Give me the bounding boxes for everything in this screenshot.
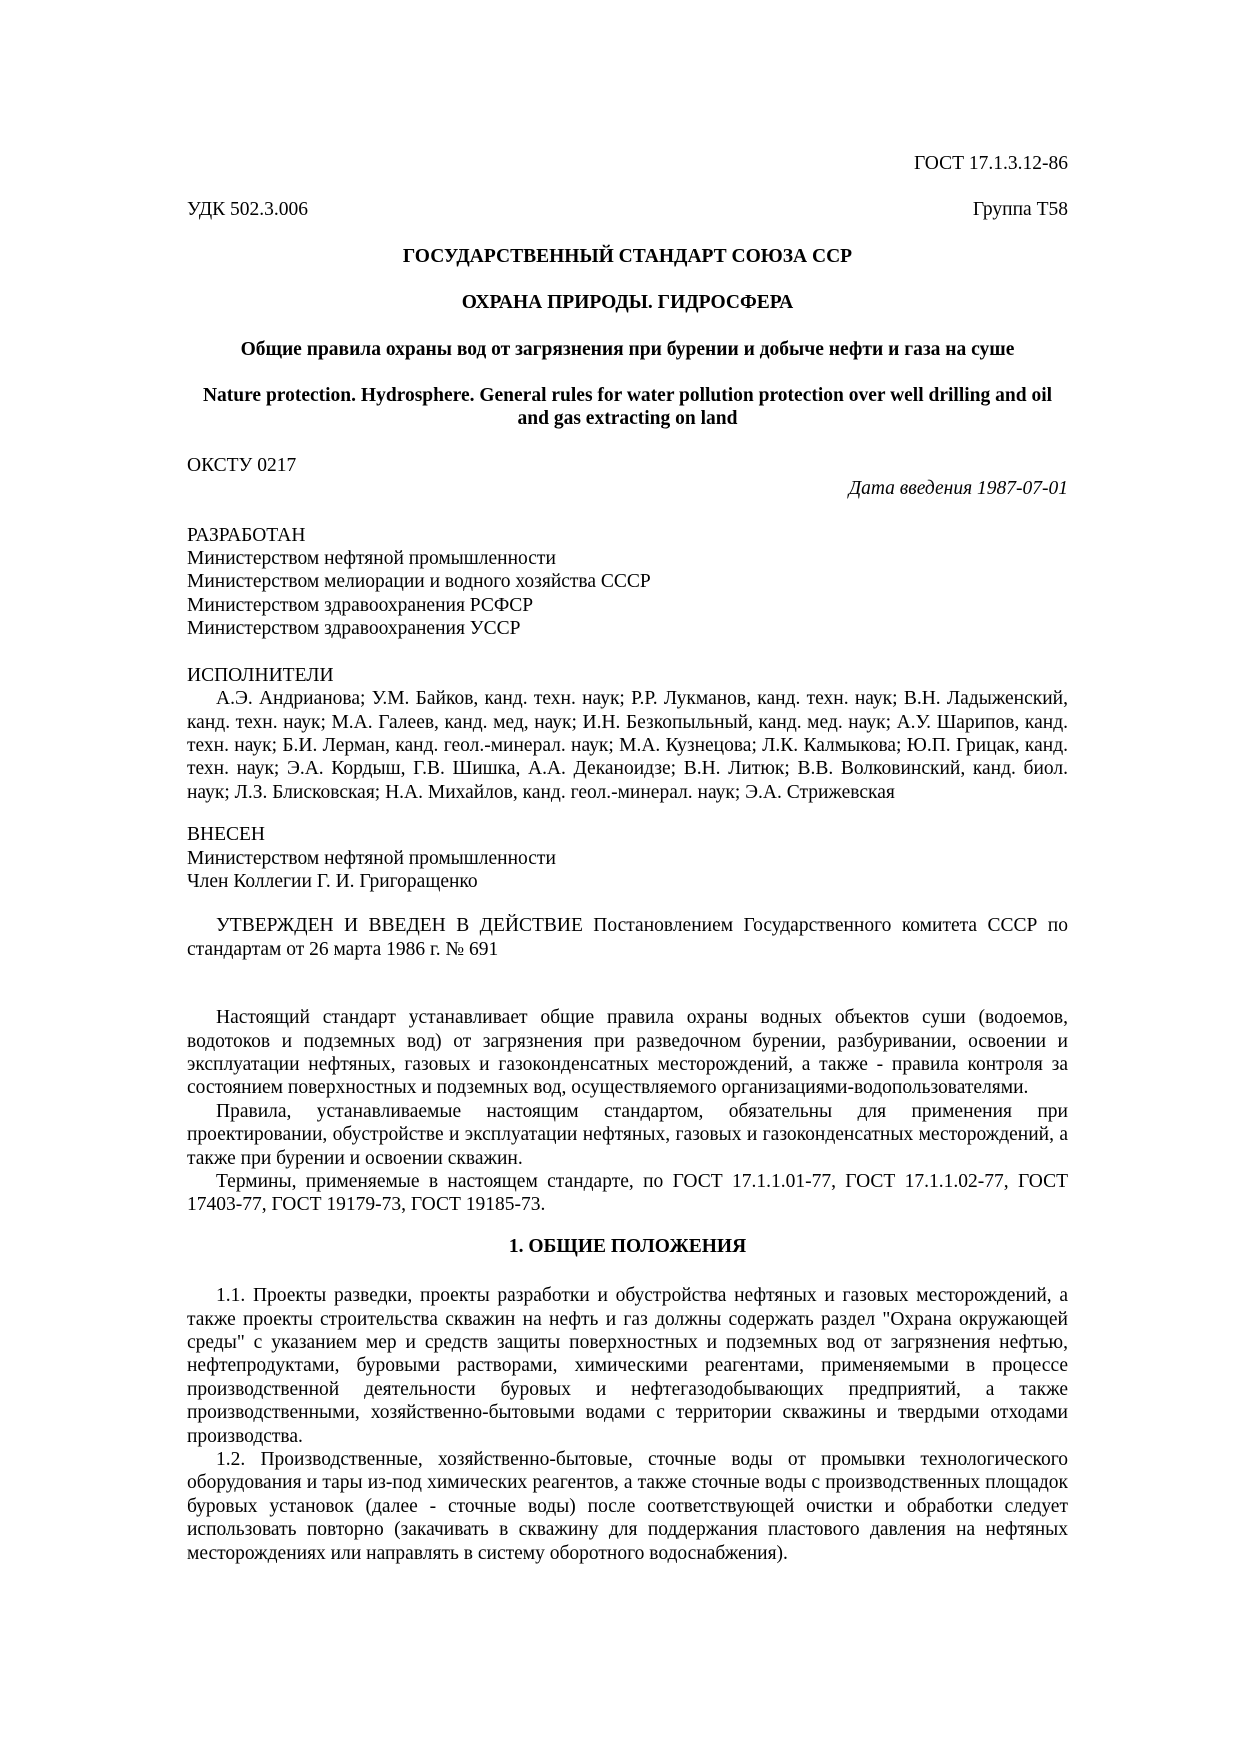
intro-paragraph: Термины, применяемые в настоящем стандарте, по ГОСТ 17.1.1.01-77, ГОСТ 17.1.1.02-77, ГОСТ 17403-77, ГОСТ 19179-73, ГОСТ 19185-73.	[187, 1171, 1068, 1216]
developed-item: Министерством здравоохранения РСФСР	[187, 594, 534, 616]
introduction-date: Дата введения 1987-07-01	[848, 478, 1068, 500]
title-english: Nature protection. Hydrosphere. General rules for water pollution protection over well drilling and oil and gas extracting on land	[202, 385, 1053, 430]
submitted-item: Член Коллегии Г. И. Григоращенко	[187, 870, 478, 892]
section-paragraph-1-1: 1.1. Проекты разведки, проекты разработки и обустройства нефтяных и газовых месторождений, а также проекты строительства скважин на нефть и газ должны содержать раздел "Охрана окружающей среды" с указанием мер и средств защиты поверхностных и подземных вод от загрязнения нефтью, нефтепродуктами, буровыми растворами, химическими реагентами, применяемыми в процессе производственной деятельности буровых и нефтегазодобывающих предприятий, а также производственными, хозяйственно-бытовыми водами с территории скважины и твердыми отходами производства.	[187, 1285, 1068, 1447]
submitted-label: ВНЕСЕН	[187, 824, 265, 846]
developed-item: Министерством здравоохранения УССР	[187, 618, 521, 640]
executors-block	[187, 664, 1068, 804]
executors-text: А.Э. Андрианова; У.М. Байков, канд. техн. наук; Р.Р. Лукманов, канд. техн. наук; В.Н. Ладыженский, канд. техн. наук; М.А. Галеев, канд. мед, наук; И.Н. Безкопыльный, канд. мед. наук; А.У. Шарипов, канд. техн. наук; Б.И. Лерман, канд. геол.-минерал. наук; М.А. Кузнецова; Л.К. Калмыкова; Ю.П. Грицак, канд. техн. наук; Э.А. Кордыш, Г.В. Шишка, А.А. Деканоидзе; В.Н. Литюк; В.В. Волковинский, канд. биол. наук; Л.З. Блисковская; Н.А. Михайлов, канд. геол.-минерал. наук; Э.А. Стрижевская	[187, 688, 1068, 803]
gost-number: ГОСТ 17.1.3.12-86	[913, 153, 1068, 174]
developed-item: Министерством нефтяной промышленности	[187, 548, 556, 570]
submitted-item: Министерством нефтяной промышленности	[187, 847, 556, 869]
intro-paragraph: Настоящий стандарт устанавливает общие правила охраны водных объектов суши (водоемов, водотоков и подземных вод) от загрязнения при разведочном бурении, разбуривании, освоении и эксплуатации нефтяных, газовых и газоконденсатных месторождений, а также - правила контроля за состоянием поверхностных и подземных вод, осуществляемого организациями-водопользователями.	[187, 1007, 1068, 1099]
developed-label: РАЗРАБОТАН	[187, 524, 306, 546]
intro-paragraph: Правила, устанавливаемые настоящим стандартом, обязательны для применения при проектировании, обустройстве и эксплуатации нефтяных, газовых и газоконденсатных месторождений, а также при бурении и освоении скважин.	[187, 1100, 1068, 1169]
section-paragraph-1-2: 1.2. Производственные, хозяйственно-бытовые, сточные воды от промывки технологического оборудования и тары из-под химических реагентов, а также сточные воды с производственных площадок буровых установок (далее - сточные воды) после соответствующей очистки и обработки следует использовать повторно (закачивать в скважину для поддержания пластового давления на нефтяных месторождениях или направлять в систему оборотного водоснабжения).	[187, 1449, 1068, 1564]
developed-item: Министерством мелиорации и водного хозяйства СССР	[187, 571, 651, 593]
standard-title: ГОСУДАРСТВЕННЫЙ СТАНДАРТ СОЮЗА ССР	[402, 245, 853, 267]
section-heading: 1. ОБЩИЕ ПОЛОЖЕНИЯ	[508, 1235, 747, 1257]
title-russian: Общие правила охраны вод от загрязнения при бурении и добыче нефти и газа на суше	[240, 338, 1015, 360]
developed-block	[187, 524, 1068, 641]
approved-paragraph: УТВЕРЖДЕН И ВВЕДЕН В ДЕЙСТВИЕ Постановлением Государственного комитета СССР по стандартам от 26 марта 1986 г. № 691	[187, 915, 1068, 960]
executors-label: ИСПОЛНИТЕЛИ	[187, 664, 334, 686]
group-code: Группа Т58	[972, 199, 1068, 221]
udk-code: УДК 502.3.006	[187, 199, 309, 221]
udk-group-row	[187, 198, 1068, 221]
submitted-block	[187, 823, 1068, 893]
standard-subtitle: ОХРАНА ПРИРОДЫ. ГИДРОСФЕРА	[461, 292, 794, 314]
okstu-code: ОКСТУ 0217	[187, 454, 297, 476]
